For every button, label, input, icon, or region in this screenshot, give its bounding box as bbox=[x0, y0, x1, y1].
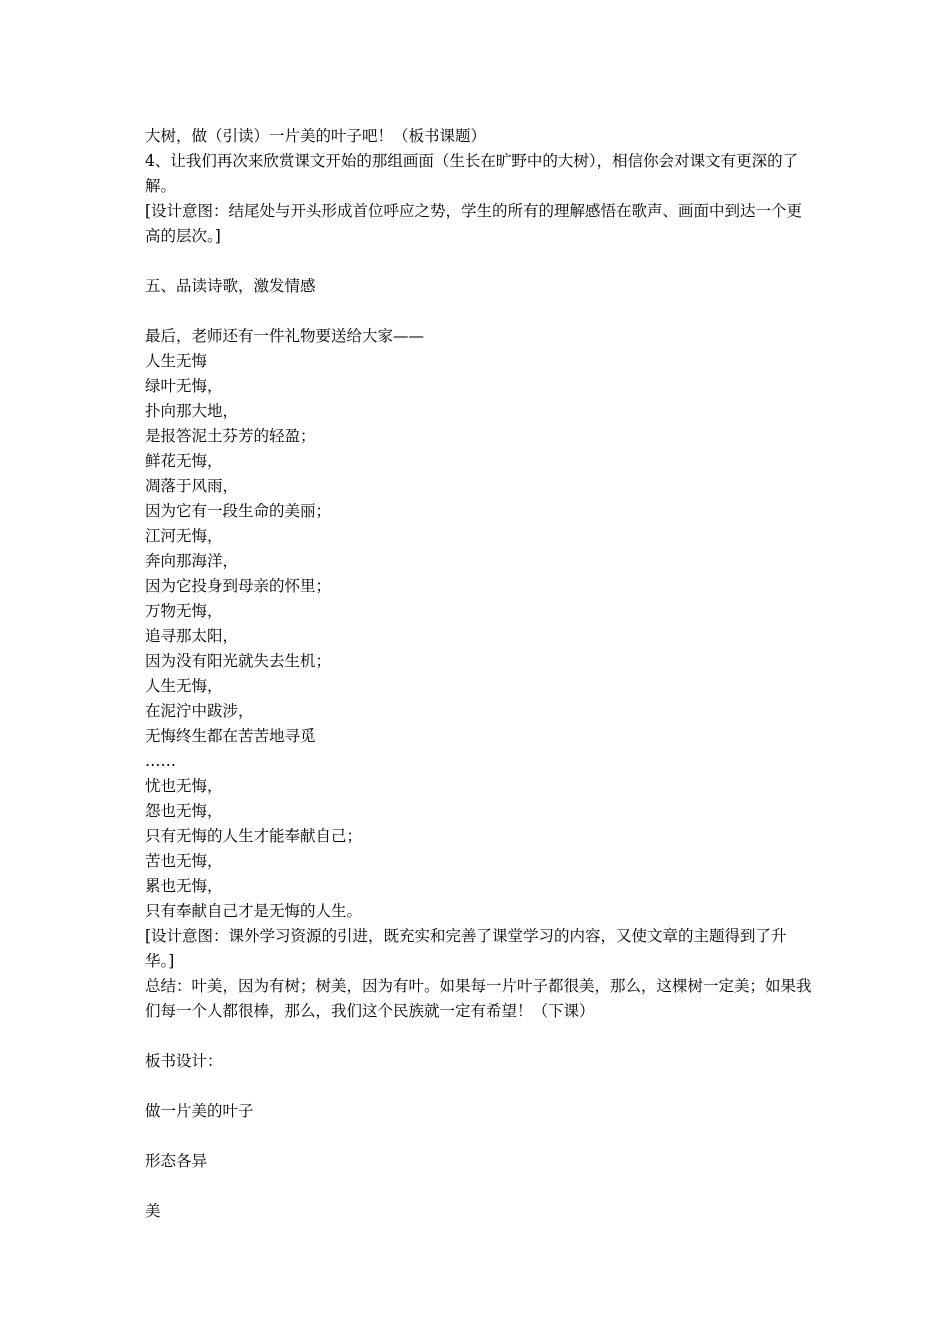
summary-paragraph: 总结：叶美，因为有树；树美，因为有叶。如果每一片叶子都很美，那么，这棵树一定美；如果我们每一个人都很棒，那么，我们这个民族就一定有希望！（下课） bbox=[145, 977, 812, 1020]
poem-line: 因为它投身到母亲的怀里； bbox=[145, 577, 332, 595]
blank-line bbox=[145, 1024, 813, 1049]
poem-line: 是报答泥土芬芳的轻盈； bbox=[145, 427, 316, 445]
blank-line bbox=[145, 299, 813, 324]
poem-line: 苦也无悔， bbox=[145, 852, 223, 870]
board-item: 美 bbox=[145, 1202, 161, 1220]
board-design-heading: 板书设计： bbox=[145, 1052, 223, 1070]
design-intent-note: [设计意图：结尾处与开头形成首位呼应之势，学生的所有的理解感悟在歌声、画面中到达一个更高的层次。] bbox=[145, 202, 803, 245]
poem-line: 累也无悔， bbox=[145, 877, 223, 895]
paragraph-line: 大树，做（引读）一片美的叶子吧！（板书课题） bbox=[145, 127, 487, 145]
poem-line: 万物无悔， bbox=[145, 602, 223, 620]
document-body bbox=[145, 124, 813, 1224]
board-title: 做一片美的叶子 bbox=[145, 1102, 254, 1120]
poem-line: 忧也无悔， bbox=[145, 777, 223, 795]
paragraph-line: 最后，老师还有一件礼物要送给大家—— bbox=[145, 327, 425, 345]
poem-line: 追寻那太阳， bbox=[145, 627, 239, 645]
poem-line: 在泥泞中跋涉， bbox=[145, 702, 254, 720]
poem-line: 凋落于风雨， bbox=[145, 477, 239, 495]
poem-line: 奔向那海洋， bbox=[145, 552, 239, 570]
blank-line bbox=[145, 249, 813, 274]
poem-line: 只有奉献自己才是无悔的人生。 bbox=[145, 902, 363, 920]
poem-line: 绿叶无悔， bbox=[145, 377, 223, 395]
poem-line: 只有无悔的人生才能奉献自己； bbox=[145, 827, 363, 845]
poem-line: 因为它有一段生命的美丽； bbox=[145, 502, 332, 520]
poem-title: 人生无悔 bbox=[145, 352, 208, 370]
poem-line: 江河无悔， bbox=[145, 527, 223, 545]
section-heading: 五、品读诗歌，激发情感 bbox=[145, 277, 316, 295]
blank-line bbox=[145, 1124, 813, 1149]
poem-line: 因为没有阳光就失去生机； bbox=[145, 652, 332, 670]
poem-line: 扑向那大地， bbox=[145, 402, 239, 420]
blank-line bbox=[145, 1174, 813, 1199]
poem-ellipsis: …… bbox=[145, 752, 176, 770]
poem-line: 人生无悔， bbox=[145, 677, 223, 695]
paragraph-line: 4、让我们再次来欣赏课文开始的那组画面（生长在旷野中的大树），相信你会对课文有更深的了解。 bbox=[145, 152, 799, 195]
poem-line: 鲜花无悔， bbox=[145, 452, 223, 470]
design-intent-note: [设计意图：课外学习资源的引进，既充实和完善了课堂学习的内容，又使文章的主题得到了升华。] bbox=[145, 927, 787, 970]
poem-line: 无悔终生都在苦苦地寻觅 bbox=[145, 727, 316, 745]
poem-line: 怨也无悔， bbox=[145, 802, 223, 820]
blank-line bbox=[145, 1074, 813, 1099]
board-item: 形态各异 bbox=[145, 1152, 208, 1170]
